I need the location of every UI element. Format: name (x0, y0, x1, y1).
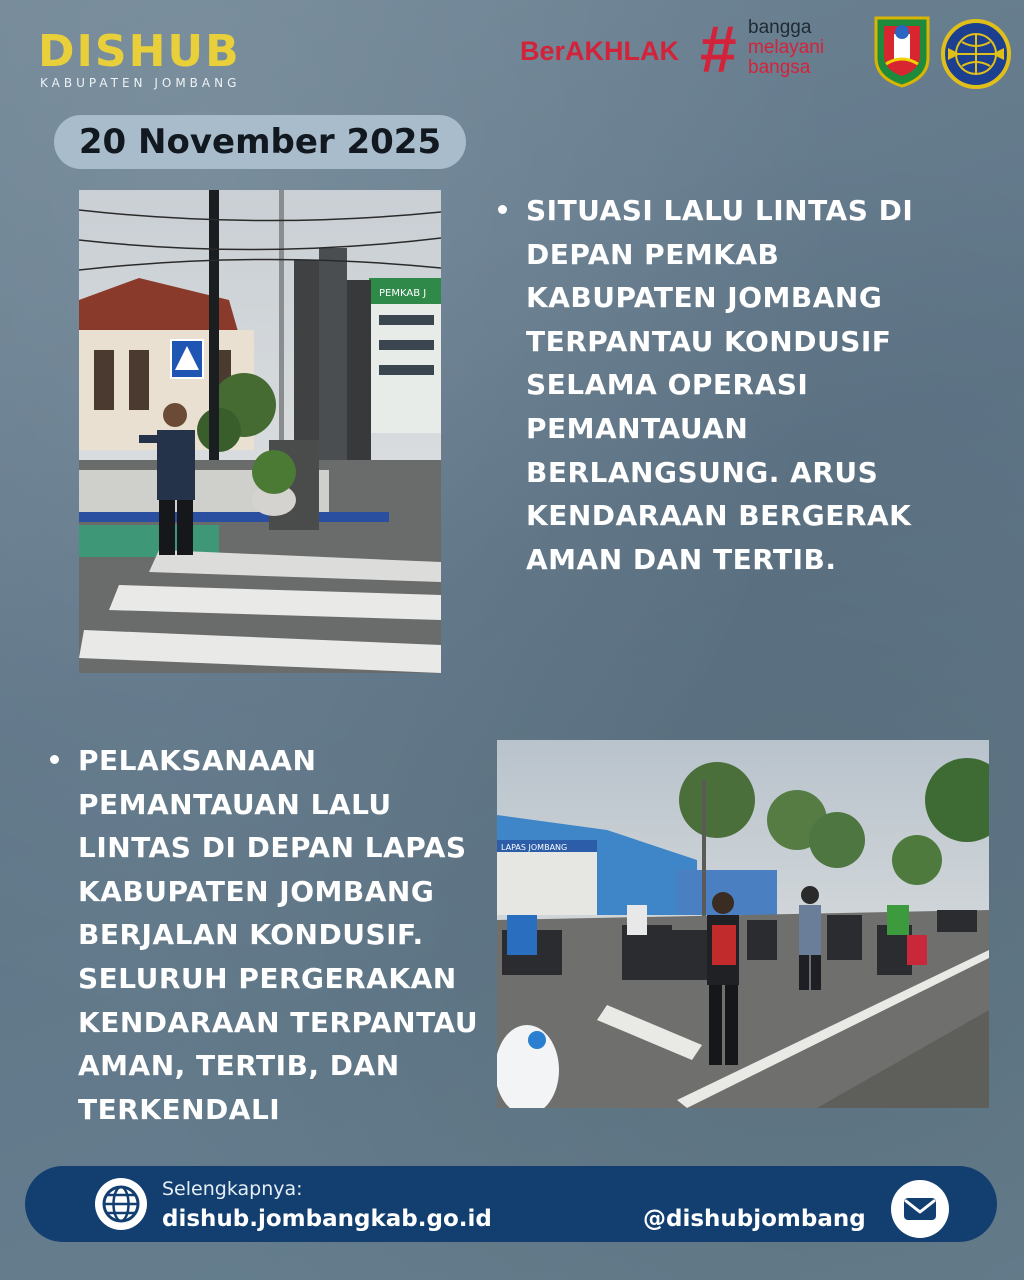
tagline-word: bangsa (748, 57, 811, 78)
tagline-word: bangga (748, 17, 812, 38)
mail-icon (891, 1180, 949, 1238)
dishub-logo (38, 28, 253, 94)
logo-subtitle: KABUPATEN JOMBANG (40, 76, 241, 90)
bullet-point-2 (50, 755, 59, 764)
bangga-melayani-bangsa-logo (748, 18, 858, 78)
globe-icon (95, 1178, 147, 1230)
website-link[interactable]: dishub.jombangkab.go.id (162, 1206, 492, 1232)
mail-icon-badge[interactable] (891, 1180, 949, 1238)
more-info-label: Selengkapnya: (162, 1178, 303, 1200)
section-1-text: SITUASI LALU LINTAS DI DEPAN PEMKAB KABUPATEN JOMBANG TERPANTAU KONDUSIF SELAMA OPERASI PEMANTAUAN BERLANGSUNG. ARUS KENDARAAN BERGERAK AMAN DAN TERTIB. (526, 194, 914, 576)
logo-title: DISHUB (38, 26, 241, 77)
date-badge (54, 115, 466, 169)
website-icon-badge (95, 1178, 147, 1230)
berakhlak-logo: BerAKHLAK (520, 36, 680, 66)
section-2-text: PELAKSANAAN PEMANTAUAN LALU LINTAS DI DEPAN LAPAS KABUPATEN JOMBANG BERJALAN KONDUSIF. SELURUH PERGERAKAN KENDARAAN TERPANTAU AMAN, TERTIB, DAN TERKENDALI (78, 744, 479, 1126)
building-sign: LAPAS JOMBANG (501, 843, 568, 852)
social-handle[interactable]: @dishubjombang (643, 1206, 866, 1232)
photo-pemkab-traffic (79, 190, 441, 673)
photo-lapas-traffic (497, 740, 989, 1108)
building-sign: PEMKAB J (379, 288, 427, 299)
tagline-word: melayani (748, 37, 825, 58)
hash-logo: # (700, 12, 737, 86)
jombang-crest-icon (872, 14, 932, 88)
date-text: 20 November 2025 (78, 122, 442, 162)
footer-bar (25, 1166, 997, 1242)
dishub-emblem-icon (940, 18, 1012, 90)
bullet-point-1 (498, 205, 507, 214)
